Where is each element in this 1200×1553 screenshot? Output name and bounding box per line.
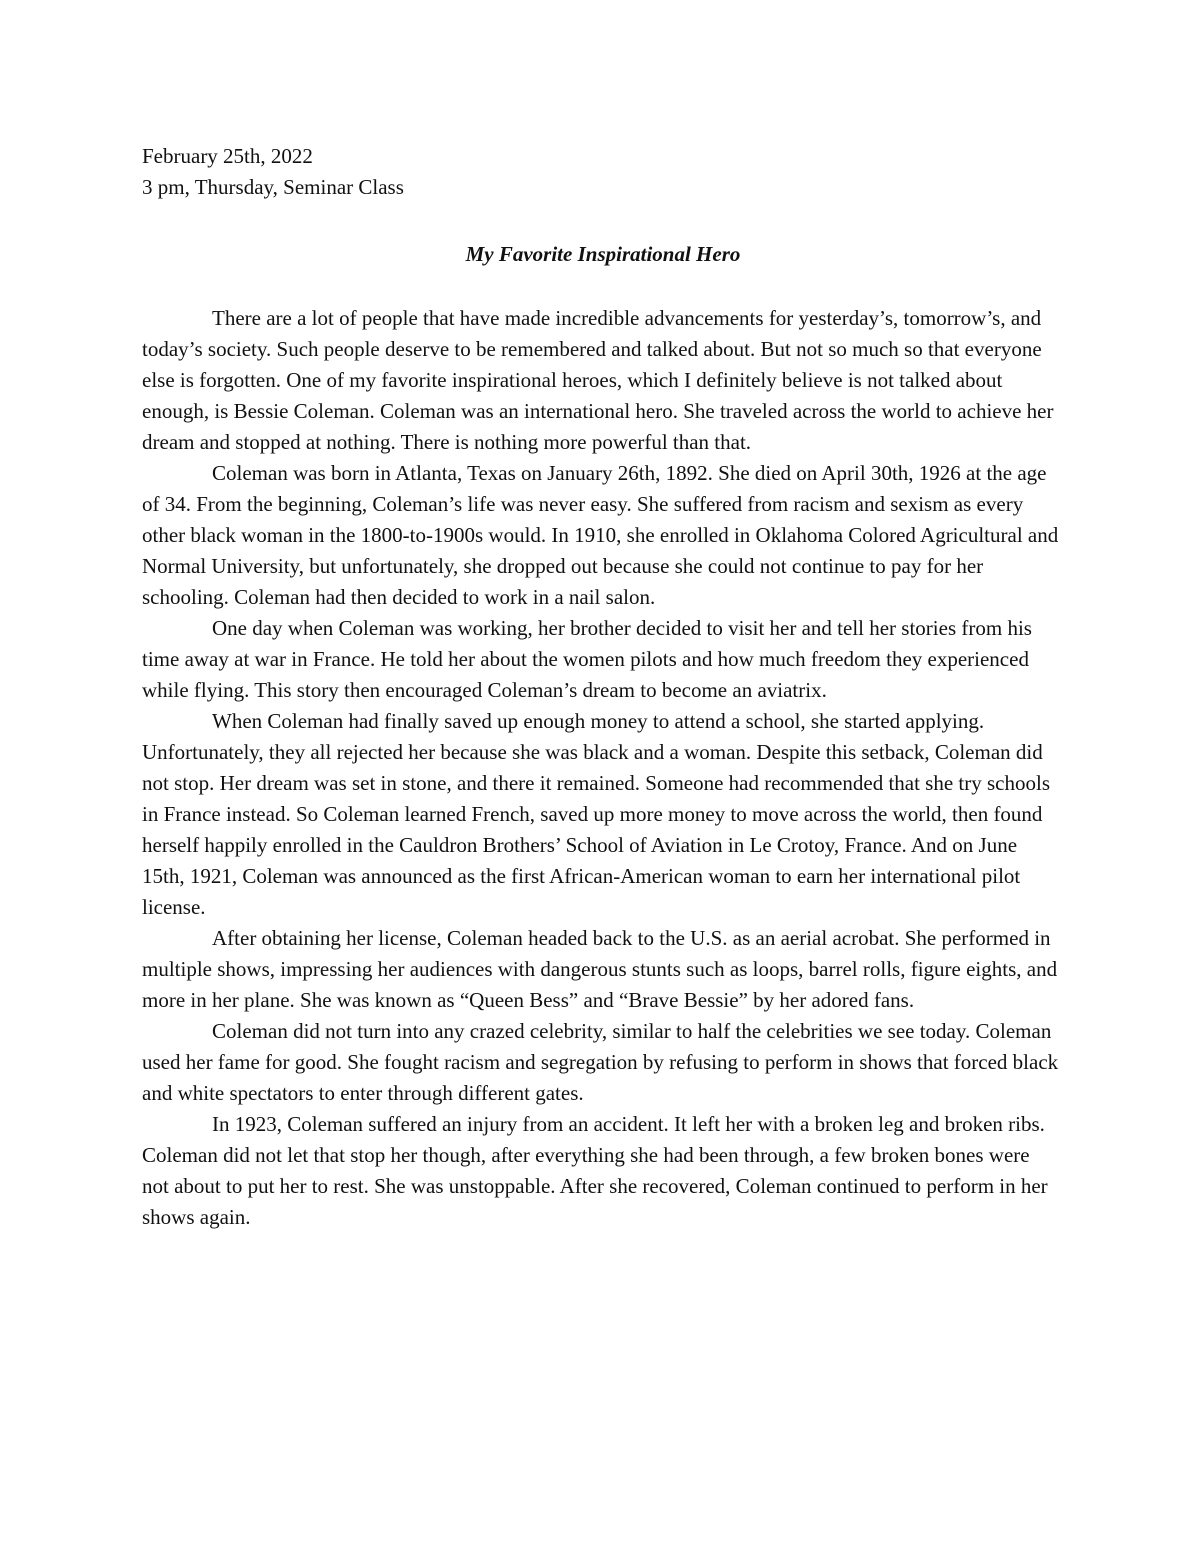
paragraph-injury: In 1923, Coleman suffered an injury from an accident. It left her with a broken leg and broken ribs. Coleman did not let that stop her though, after everything she had been through, a few broken bones were not about to put her to rest. She was unstoppable. After she recovered, Coleman continued to perform in her shows again. xyxy=(142,1112,1048,1229)
document-title: My Favorite Inspirational Hero xyxy=(465,242,741,266)
header-date: February 25th, 2022 xyxy=(142,144,313,168)
paragraph-brother-visit: One day when Coleman was working, her brother decided to visit her and tell her stories from his time away at war in France. He told her about the women pilots and how much freedom they experienced while flying. This story then encouraged Coleman’s dream to become an aviatrix. xyxy=(142,616,1032,702)
paragraph-intro: There are a lot of people that have made incredible advancements for yesterday’s, tomorrow’s, and today’s society. Such people deserve to be remembered and talked about. But not so much so that everyone else is forgotten. One of my favorite inspirational heroes, which I definitely believe is not talked about enough, is Bessie Coleman. Coleman was an international hero. She traveled across the world to achieve her dream and stopped at nothing. There is nothing more powerful than that. xyxy=(142,306,1054,454)
document-body xyxy=(142,141,1060,1233)
paragraph-fame-for-good: Coleman did not turn into any crazed celebrity, similar to half the celebrities we see today. Coleman used her fame for good. She fought racism and segregation by refusing to perform in shows that forced black and white spectators to enter through different gates. xyxy=(142,1019,1059,1105)
paragraph-aerial-acrobat: After obtaining her license, Coleman headed back to the U.S. as an aerial acrobat. She performed in multiple shows, impressing her audiences with dangerous stunts such as loops, barrel rolls, figure eights, and more in her plane. She was known as “Queen Bess” and “Brave Bessie” by her adored fans. xyxy=(142,926,1058,1012)
paragraph-early-life: Coleman was born in Atlanta, Texas on January 26th, 1892. She died on April 30th, 1926 at the age of 34. From the beginning, Coleman’s life was never easy. She suffered from racism and sexism as every other black woman in the 1800-to-1900s would. In 1910, she enrolled in Oklahoma Colored Agricultural and Normal University, but unfortunately, she dropped out because she could not continue to pay for her schooling. Coleman had then decided to work in a nail salon. xyxy=(142,461,1059,609)
header-session: 3 pm, Thursday, Seminar Class xyxy=(142,175,404,199)
paragraph-flight-school: When Coleman had finally saved up enough money to attend a school, she started applying. Unfortunately, they all rejected her because she was black and a woman. Despite this setback, Coleman did not stop. Her dream was set in stone, and there it remained. Someone had recommended that she try schools in France instead. So Coleman learned French, saved up more money to move across the world, then found herself happily enrolled in the Cauldron Brothers’ School of Aviation in Le Crotoy, France. And on June 15th, 1921, Coleman was announced as the first African-American woman to earn her international pilot license. xyxy=(142,709,1051,919)
